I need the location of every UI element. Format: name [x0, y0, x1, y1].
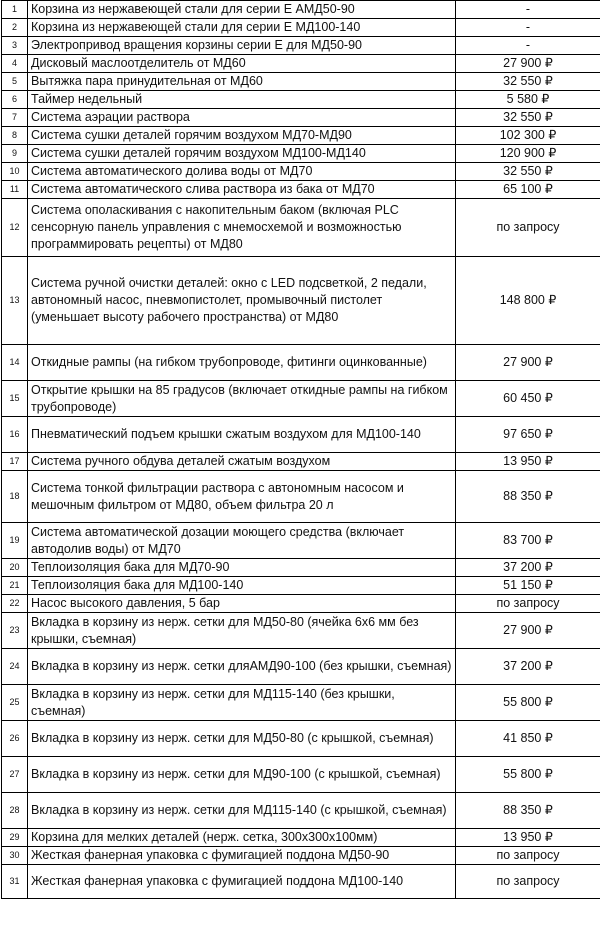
row-number: 24 [2, 649, 28, 685]
table-row [2, 91, 600, 109]
item-price: 32 550 ₽ [456, 109, 600, 127]
row-number: 27 [2, 757, 28, 793]
price-table-body [2, 1, 600, 899]
item-description: Насос высокого давления, 5 бар [28, 595, 456, 613]
row-number: 29 [2, 829, 28, 847]
item-description: Жесткая фанерная упаковка с фумигацией поддона МД100-140 [28, 865, 456, 899]
row-number: 28 [2, 793, 28, 829]
item-price: 102 300 ₽ [456, 127, 600, 145]
item-price: 148 800 ₽ [456, 257, 600, 345]
row-number: 2 [2, 19, 28, 37]
row-number: 13 [2, 257, 28, 345]
table-row [2, 199, 600, 257]
item-price: 83 700 ₽ [456, 523, 600, 559]
row-number: 20 [2, 559, 28, 577]
table-row [2, 37, 600, 55]
table-row [2, 73, 600, 91]
row-number: 22 [2, 595, 28, 613]
item-price: 88 350 ₽ [456, 793, 600, 829]
table-row [2, 163, 600, 181]
table-row [2, 345, 600, 381]
item-price: 13 950 ₽ [456, 829, 600, 847]
item-price: 51 150 ₽ [456, 577, 600, 595]
row-number: 21 [2, 577, 28, 595]
item-price: 5 580 ₽ [456, 91, 600, 109]
item-price: 13 950 ₽ [456, 453, 600, 471]
item-description: Жесткая фанерная упаковка с фумигацией поддона МД50-90 [28, 847, 456, 865]
table-row [2, 793, 600, 829]
item-price: 27 900 ₽ [456, 613, 600, 649]
item-description: Вкладка в корзину из нерж. сетки для МД115-140 (без крышки, съемная) [28, 685, 456, 721]
row-number: 4 [2, 55, 28, 73]
item-description: Корзина для мелких деталей (нерж. сетка, 300х300х100мм) [28, 829, 456, 847]
item-description: Таймер недельный [28, 91, 456, 109]
item-price: 60 450 ₽ [456, 381, 600, 417]
item-price: 32 550 ₽ [456, 73, 600, 91]
item-description: Открытие крышки на 85 градусов (включает откидные рампы на гибком трубопроводе) [28, 381, 456, 417]
row-number: 23 [2, 613, 28, 649]
row-number: 15 [2, 381, 28, 417]
item-price: 55 800 ₽ [456, 685, 600, 721]
row-number: 10 [2, 163, 28, 181]
item-description: Система автоматического слива раствора из бака от МД70 [28, 181, 456, 199]
table-row [2, 613, 600, 649]
item-price: 32 550 ₽ [456, 163, 600, 181]
row-number: 31 [2, 865, 28, 899]
table-row [2, 523, 600, 559]
item-price: 88 350 ₽ [456, 471, 600, 523]
table-row [2, 381, 600, 417]
table-row [2, 559, 600, 577]
item-price: 120 900 ₽ [456, 145, 600, 163]
item-description: Теплоизоляция бака для МД70-90 [28, 559, 456, 577]
table-row [2, 181, 600, 199]
table-row [2, 471, 600, 523]
row-number: 30 [2, 847, 28, 865]
item-price: по запросу [456, 847, 600, 865]
row-number: 7 [2, 109, 28, 127]
item-description: Система сушки деталей горячим воздухом МД100-МД140 [28, 145, 456, 163]
item-description: Вкладка в корзину из нерж. сетки для МД90-100 (с крышкой, съемная) [28, 757, 456, 793]
row-number: 16 [2, 417, 28, 453]
table-row [2, 417, 600, 453]
item-description: Система тонкой фильтрации раствора с автономным насосом и мешочным фильтром от МД80, объем фильтра 20 л [28, 471, 456, 523]
row-number: 1 [2, 1, 28, 19]
table-row [2, 19, 600, 37]
item-description: Пневматический подъем крышки сжатым воздухом для МД100-140 [28, 417, 456, 453]
item-description: Система автоматического долива воды от МД70 [28, 163, 456, 181]
price-table [1, 0, 600, 899]
row-number: 17 [2, 453, 28, 471]
item-description: Система аэрации раствора [28, 109, 456, 127]
row-number: 18 [2, 471, 28, 523]
item-description: Вкладка в корзину из нерж. сетки дляАМД90-100 (без крышки, съемная) [28, 649, 456, 685]
table-row [2, 865, 600, 899]
table-row [2, 757, 600, 793]
table-row [2, 649, 600, 685]
item-price: 37 200 ₽ [456, 559, 600, 577]
item-description: Система ручного обдува деталей сжатым воздухом [28, 453, 456, 471]
item-price: 27 900 ₽ [456, 345, 600, 381]
row-number: 9 [2, 145, 28, 163]
item-price: 65 100 ₽ [456, 181, 600, 199]
table-row [2, 109, 600, 127]
item-price: - [456, 1, 600, 19]
table-row [2, 577, 600, 595]
item-price: 27 900 ₽ [456, 55, 600, 73]
item-description: Вкладка в корзину из нерж. сетки для МД50-80 (с крышкой, съемная) [28, 721, 456, 757]
table-row [2, 595, 600, 613]
table-row [2, 257, 600, 345]
table-row [2, 847, 600, 865]
row-number: 3 [2, 37, 28, 55]
item-description: Дисковый маслоотделитель от МД60 [28, 55, 456, 73]
item-price: по запросу [456, 595, 600, 613]
row-number: 19 [2, 523, 28, 559]
row-number: 12 [2, 199, 28, 257]
item-description: Теплоизоляция бака для МД100-140 [28, 577, 456, 595]
row-number: 8 [2, 127, 28, 145]
item-description: Система сушки деталей горячим воздухом МД70-МД90 [28, 127, 456, 145]
table-row [2, 145, 600, 163]
item-description: Система ополаскивания с накопительным баком (включая PLC сенсорную панель управления с мнемосхемой и возможностью программировать рецепты) от МД80 [28, 199, 456, 257]
row-number: 14 [2, 345, 28, 381]
row-number: 25 [2, 685, 28, 721]
item-price: 97 650 ₽ [456, 417, 600, 453]
item-description: Корзина из нержавеющей стали для серии Е МД100-140 [28, 19, 456, 37]
item-description: Система ручной очистки деталей: окно с LED подсветкой, 2 педали, автономный насос, пневмопистолет, промывочный пистолет (уменьшает высоту рабочего пространства) от МД80 [28, 257, 456, 345]
item-price: по запросу [456, 865, 600, 899]
item-description: Вытяжка пара принудительная от МД60 [28, 73, 456, 91]
item-price: по запросу [456, 199, 600, 257]
item-description: Вкладка в корзину из нерж. сетки для МД115-140 (с крышкой, съемная) [28, 793, 456, 829]
row-number: 26 [2, 721, 28, 757]
table-row [2, 453, 600, 471]
table-row [2, 127, 600, 145]
row-number: 6 [2, 91, 28, 109]
item-price: 37 200 ₽ [456, 649, 600, 685]
item-price: 41 850 ₽ [456, 721, 600, 757]
item-description: Вкладка в корзину из нерж. сетки для МД50-80 (ячейка 6х6 мм без крышки, съемная) [28, 613, 456, 649]
table-row [2, 685, 600, 721]
table-row [2, 1, 600, 19]
item-description: Электропривод вращения корзины серии Е для МД50-90 [28, 37, 456, 55]
row-number: 5 [2, 73, 28, 91]
table-row [2, 55, 600, 73]
item-price: - [456, 19, 600, 37]
table-row [2, 829, 600, 847]
item-price: - [456, 37, 600, 55]
item-description: Откидные рампы (на гибком трубопроводе, фитинги оцинкованные) [28, 345, 456, 381]
item-price: 55 800 ₽ [456, 757, 600, 793]
item-description: Система автоматической дозации моющего средства (включает автодолив воды) от МД70 [28, 523, 456, 559]
table-row [2, 721, 600, 757]
row-number: 11 [2, 181, 28, 199]
item-description: Корзина из нержавеющей стали для серии Е АМД50-90 [28, 1, 456, 19]
